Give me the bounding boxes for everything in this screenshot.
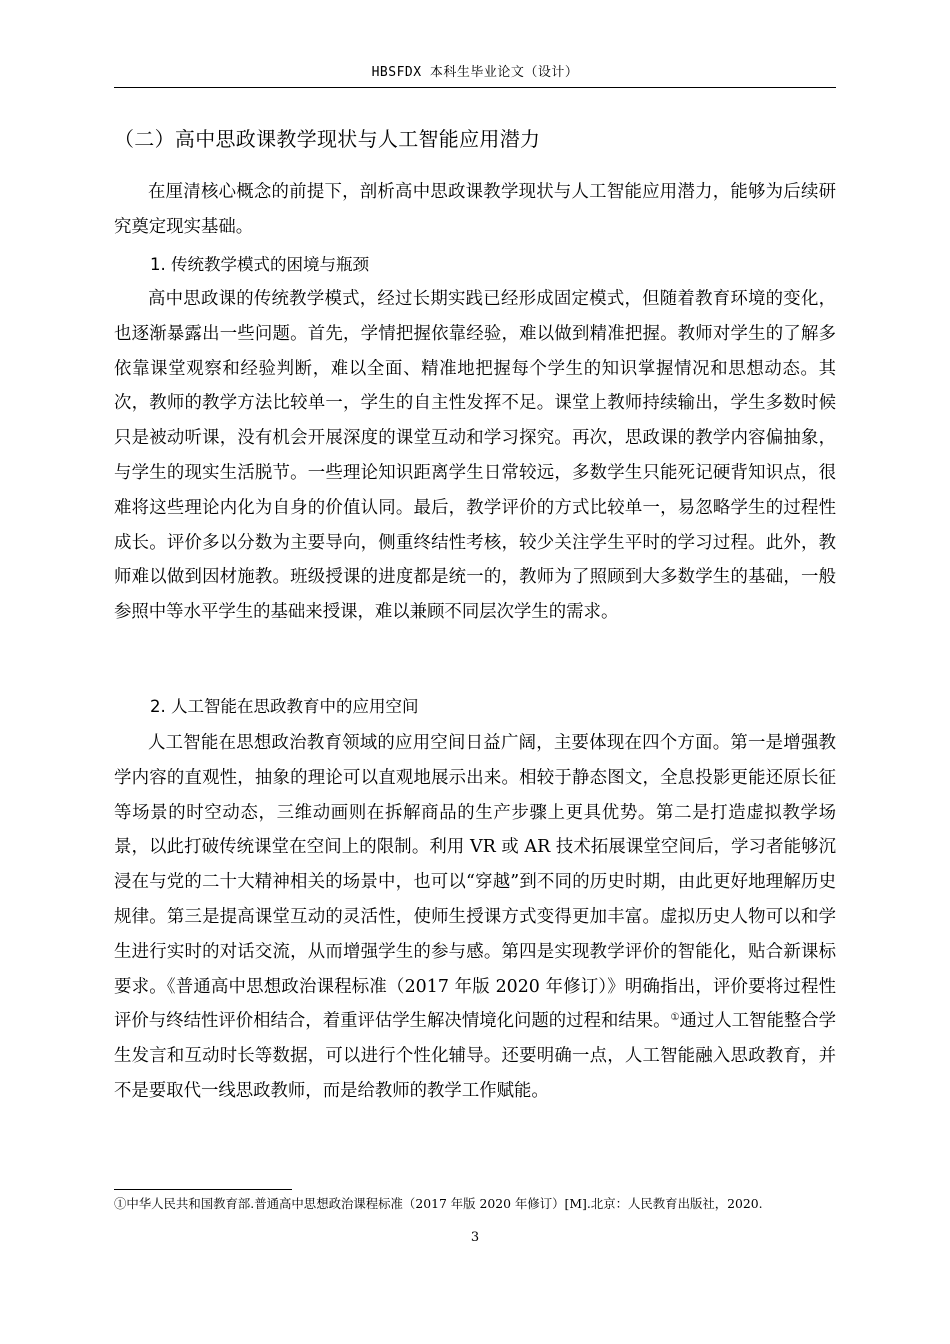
footnote-text: ①中华人民共和国教育部.普通高中思想政治课程标准（2017 年版 2020 年修订）[M].北京：人民教育出版社，2020. xyxy=(114,1196,763,1211)
subsection-2-text-part2: 通过人工智能整合学生发言和互动时长等数据，可以进行个性化辅导。还要明确一点，人工智能融入思政教育，并不是要取代一线思政教师，而是给教师的教学工作赋能。 xyxy=(114,1011,837,1101)
section-heading: （二）高中思政课教学现状与人工智能应用潜力 xyxy=(114,127,541,151)
subsection-2-paragraph xyxy=(114,726,836,1109)
subsection-heading-1: 1. 传统教学模式的困境与瓶颈 xyxy=(150,255,369,274)
footnote-reference-marker[interactable]: ① xyxy=(670,1012,680,1024)
page-number: 3 xyxy=(470,1230,480,1245)
header-divider xyxy=(114,87,836,88)
footnote-separator xyxy=(114,1189,292,1190)
section-intro-paragraph: 在厘清核心概念的前提下，剖析高中思政课教学现状与人工智能应用潜力，能够为后续研究奠定现实基础。 xyxy=(114,182,836,237)
running-header: HBSFDX 本科生毕业论文（设计） xyxy=(371,65,579,80)
subsection-heading-2: 2. 人工智能在思政教育中的应用空间 xyxy=(150,697,419,716)
subsection-1-paragraph: 高中思政课的传统教学模式，经过长期实践已经形成固定模式，但随着教育环境的变化，也逐渐暴露出一些问题。首先，学情把握依靠经验，难以做到精准把握。教师对学生的了解多依靠课堂观察和经验判断，难以全面、精准地把握每个学生的知识掌握情况和思想动态。其次，教师的教学方法比较单一，学生的自主性发挥不足。课堂上教师持续输出，学生多数时候只是被动听课，没有机会开展深度的课堂互动和学习探究。再次，思政课的教学内容偏抽象，与学生的现实生活脱节。一些理论知识距离学生日常较远，多数学生只能死记硬背知识点，很难将这些理论内化为自身的价值认同。最后，教学评价的方式比较单一，易忽略学生的过程性成长。评价多以分数为主要导向，侧重终结性考核，较少关注学生平时的学习过程。此外，教师难以做到因材施教。班级授课的进度都是统一的，教师为了照顾到大多数学生的基础，一般参照中等水平学生的基础来授课，难以兼顾不同层次学生的需求。 xyxy=(114,289,836,623)
subsection-2-text-part1: 人工智能在思想政治教育领域的应用空间日益广阔，主要体现在四个方面。第一是增强教学内容的直观性，抽象的理论可以直观地展示出来。相较于静态图文，全息投影更能还原长征等场景的时空动态，三维动画则在拆解商品的生产步骤上更具优势。第二是打造虚拟教学场景，以此打破传统课堂在空间上的限制。利用 VR 或 AR 技术拓展课堂空间后，学习者能够沉浸在与党的二十大精神相关的场景中，也可以“穿越”到不同的历史时期，由此更好地理解历史规律。第三是提高课堂互动的灵活性，使师生授课方式变得更加丰富。虚拟历史人物可以和学生进行实时的对话交流，从而增强学生的参与感。第四是实现教学评价的智能化，贴合新课标要求。《普通高中思想政治课程标准（2017 年版 2020 年修订）》明确指出，评价要将过程性评价与终结性评价相结合，着重评估学生解决情境化问题的过程和结果。 xyxy=(114,733,836,1032)
